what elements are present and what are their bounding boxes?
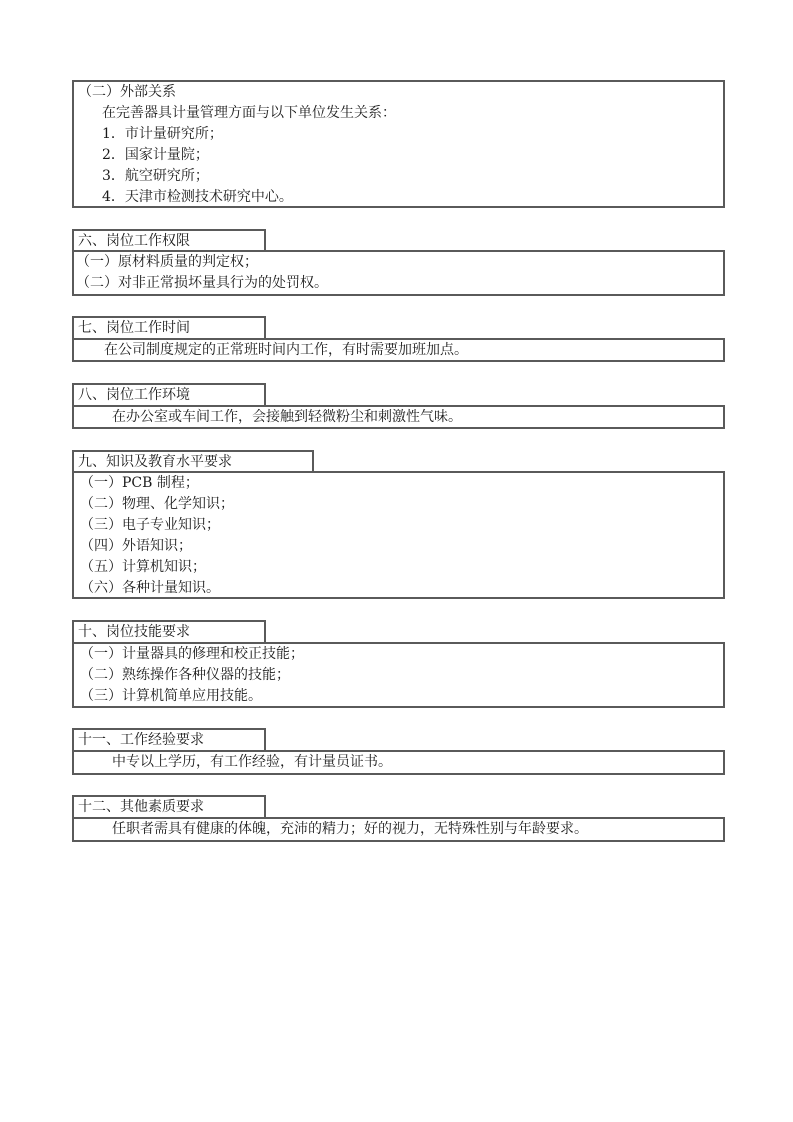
list-item: （二）物理、化学知识； <box>80 496 234 512</box>
list-item: （一）原材料质量的判定权； <box>76 254 258 270</box>
section-header-skills: 十、岗位技能要求 <box>72 620 266 642</box>
section-header-environment: 八、岗位工作环境 <box>72 383 266 405</box>
list-item: （三）计算机简单应用技能。 <box>80 688 262 704</box>
work-time-box <box>72 338 725 362</box>
external-relations-intro: 在完善器具计量管理方面与以下单位发生关系： <box>102 105 396 121</box>
list-item: 3．航空研究所； <box>102 168 209 184</box>
section-header-authority: 六、岗位工作权限 <box>72 229 266 251</box>
list-item: （四）外语知识； <box>80 538 192 554</box>
list-item: （一）计量器具的修理和校正技能； <box>80 646 304 662</box>
environment-text: 在办公室或车间工作，会接触到轻微粉尘和刺激性气味。 <box>112 409 462 425</box>
section-header-experience: 十一、工作经验要求 <box>72 728 266 750</box>
experience-box <box>72 750 725 775</box>
list-item: 4．天津市检测技术研究中心。 <box>102 189 293 205</box>
list-item: （二）熟练操作各种仪器的技能； <box>80 667 290 683</box>
other-box <box>72 817 725 842</box>
list-item: （五）计算机知识； <box>80 559 206 575</box>
list-item: 1．市计量研究所； <box>102 126 223 142</box>
environment-box <box>72 405 725 429</box>
section-header-knowledge: 九、知识及教育水平要求 <box>72 450 314 472</box>
knowledge-box <box>72 471 725 599</box>
list-item: （二）对非正常损坏量具行为的处罚权。 <box>76 275 328 291</box>
list-item: （一）PCB 制程； <box>80 475 199 491</box>
external-relations-title: （二）外部关系 <box>78 84 176 100</box>
experience-text: 中专以上学历，有工作经验，有计量员证书。 <box>112 754 392 770</box>
section-header-work-time: 七、岗位工作时间 <box>72 316 266 338</box>
list-item: 2．国家计量院； <box>102 147 209 163</box>
list-item: （三）电子专业知识； <box>80 517 220 533</box>
list-item: （六）各种计量知识。 <box>80 580 220 596</box>
external-relations-box <box>72 80 725 208</box>
authority-box <box>72 250 725 296</box>
skills-box <box>72 642 725 708</box>
work-time-text: 在公司制度规定的正常班时间内工作，有时需要加班加点。 <box>104 342 468 358</box>
other-text: 任职者需具有健康的体魄，充沛的精力；好的视力，无特殊性别与年龄要求。 <box>112 821 588 837</box>
section-header-other: 十二、其他素质要求 <box>72 795 266 817</box>
